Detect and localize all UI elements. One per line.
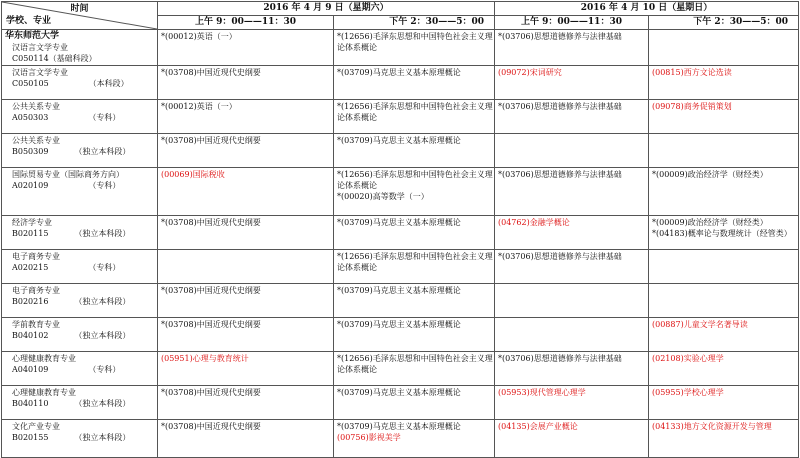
exam-subject: *(03706)思想道德修养与法律基础	[498, 32, 622, 41]
major-cell	[2, 100, 158, 134]
table-row	[2, 100, 799, 134]
exam-cell-d2am	[495, 284, 649, 318]
exam-cell-d2am	[495, 250, 649, 284]
exam-subject: 论体系概论	[337, 113, 377, 122]
major-level: （独立本科段）	[74, 433, 131, 442]
exam-cell-d1pm	[334, 168, 495, 216]
exam-cell-d2pm	[649, 168, 799, 216]
major-cell	[2, 168, 158, 216]
exam-subject: 论体系概论	[337, 365, 377, 374]
major-name: 汉语言文学专业	[12, 43, 68, 52]
exam-cell-d2am	[495, 168, 649, 216]
university-name: 华东师范大学	[5, 31, 60, 41]
exam-cell-d1pm	[334, 284, 495, 318]
exam-schedule-table	[1, 1, 799, 458]
exam-cell-d2pm	[649, 420, 799, 458]
major-code-line	[5, 398, 154, 409]
exam-subject: *(00020)高等数学（一）	[337, 192, 429, 201]
major-cell	[2, 386, 158, 420]
exam-cell-d1am	[158, 318, 334, 352]
major-code-line	[5, 262, 154, 273]
exam-subject: *(03708)中国近现代史纲要	[161, 422, 261, 431]
major-name: 经济学专业	[12, 218, 52, 227]
exam-subject: (04762)金融学概论	[498, 218, 570, 227]
exam-cell-d2pm	[649, 100, 799, 134]
exam-subject: *(00009)政治经济学（财经类）	[652, 218, 768, 227]
major-level: （专科）	[88, 181, 121, 190]
exam-cell-d1am	[158, 420, 334, 458]
major-level: （独立本科段）	[74, 229, 131, 238]
exam-cell-d2am	[495, 66, 649, 100]
major-level: （专科）	[88, 113, 121, 122]
major-cell	[2, 66, 158, 100]
major-code-line	[5, 364, 154, 375]
major-cell	[2, 352, 158, 386]
exam-cell-d2pm	[649, 216, 799, 250]
exam-subject: (04133)地方文化资源开发与管理	[652, 422, 772, 431]
table-row	[2, 168, 799, 216]
major-level: （独立本科段）	[74, 331, 131, 340]
exam-subject: *(03708)中国近现代史纲要	[161, 136, 261, 145]
exam-cell-d1pm	[334, 100, 495, 134]
major-code: B020155	[12, 433, 49, 442]
exam-subject: *(00012)英语（一）	[161, 32, 237, 41]
exam-cell-d2am	[495, 134, 649, 168]
exam-cell-d1pm	[334, 250, 495, 284]
major-name: 电子商务专业	[12, 286, 60, 295]
exam-cell-d2am	[495, 352, 649, 386]
corner-time-label: 时间	[70, 4, 89, 14]
day2-header: 2016 年 4 月 10 日（星期日）	[495, 2, 799, 16]
exam-subject: 论体系概论	[337, 43, 377, 52]
major-level: （独立本科段）	[74, 297, 131, 306]
exam-cell-d1pm	[334, 352, 495, 386]
major-name: 学前教育专业	[12, 320, 60, 329]
exam-subject: (00069)国际税收	[161, 170, 225, 179]
major-code-line	[5, 432, 154, 443]
day1-am-header: 上午 9：00——11：30	[158, 16, 334, 30]
major-level: （专科）	[88, 263, 121, 272]
table-row	[2, 284, 799, 318]
corner-school-label: 学校、专业	[6, 16, 52, 26]
major-code-line	[5, 180, 154, 191]
exam-subject: *(12656)毛泽东思想和中国特色社会主义理	[337, 102, 493, 111]
exam-subject: *(03709)马克思主义基本原理概论	[337, 218, 461, 227]
table-row	[2, 30, 799, 66]
exam-subject: *(03708)中国近现代史纲要	[161, 68, 261, 77]
exam-cell-d1pm	[334, 30, 495, 66]
exam-subject: 论体系概论	[337, 181, 377, 190]
major-name: 心理健康教育专业	[12, 388, 76, 397]
exam-subject: (09072)宋词研究	[498, 68, 562, 77]
exam-subject: *(00012)英语（一）	[161, 102, 237, 111]
major-name: 电子商务专业	[12, 252, 60, 261]
major-code-line	[5, 53, 154, 64]
major-name: 公共关系专业	[12, 136, 60, 145]
major-code-line	[5, 296, 154, 307]
day1-header: 2016 年 4 月 9 日（星期六）	[158, 2, 495, 16]
major-cell	[2, 216, 158, 250]
table-row	[2, 386, 799, 420]
exam-cell-d1am	[158, 250, 334, 284]
exam-subject: *(12656)毛泽东思想和中国特色社会主义理	[337, 170, 493, 179]
exam-subject: (05955)学校心理学	[652, 388, 724, 397]
major-cell	[2, 30, 158, 66]
exam-subject: *(12656)毛泽东思想和中国特色社会主义理	[337, 32, 493, 41]
major-level: （本科段）	[88, 79, 129, 88]
major-level: （专科）	[88, 365, 121, 374]
major-code-line	[5, 330, 154, 341]
exam-cell-d2am	[495, 100, 649, 134]
major-code-line	[5, 78, 154, 89]
exam-subject: *(03706)思想道德修养与法律基础	[498, 102, 622, 111]
exam-cell-d1pm	[334, 134, 495, 168]
exam-subject: *(03708)中国近现代史纲要	[161, 320, 261, 329]
exam-cell-d2pm	[649, 250, 799, 284]
exam-cell-d1am	[158, 386, 334, 420]
major-level: （独立本科段）	[74, 147, 131, 156]
exam-subject: (00756)影视美学	[337, 433, 401, 442]
exam-cell-d2am	[495, 30, 649, 66]
exam-subject: (00887)儿童文学名著导读	[652, 320, 748, 329]
exam-cell-d2am	[495, 386, 649, 420]
table-row	[2, 66, 799, 100]
day2-am-header: 上午 9：00——11：30	[495, 16, 649, 30]
major-code: B050309	[12, 147, 49, 156]
exam-subject: *(03706)思想道德修养与法律基础	[498, 252, 622, 261]
exam-subject: *(03709)马克思主义基本原理概论	[337, 286, 461, 295]
exam-subject: *(03709)马克思主义基本原理概论	[337, 136, 461, 145]
exam-subject: *(12656)毛泽东思想和中国特色社会主义理	[337, 354, 493, 363]
exam-cell-d1am	[158, 66, 334, 100]
exam-subject: (02108)实验心理学	[652, 354, 724, 363]
exam-cell-d2pm	[649, 318, 799, 352]
exam-cell-d2pm	[649, 134, 799, 168]
table-row	[2, 216, 799, 250]
exam-cell-d2pm	[649, 30, 799, 66]
major-name: 文化产业专业	[12, 422, 60, 431]
exam-cell-d1am	[158, 216, 334, 250]
day2-pm-header: 下午 2：30——5：00	[649, 16, 799, 30]
exam-cell-d2am	[495, 318, 649, 352]
exam-subject: *(12656)毛泽东思想和中国特色社会主义理	[337, 252, 493, 261]
major-code-line	[5, 112, 154, 123]
major-name: 汉语言文学专业	[12, 68, 68, 77]
major-code: B020115	[12, 229, 49, 238]
exam-subject: (04135)会展产业概论	[498, 422, 578, 431]
exam-subject: *(03709)马克思主义基本原理概论	[337, 388, 461, 397]
corner-header-cell	[2, 2, 158, 30]
exam-subject: *(03708)中国近现代史纲要	[161, 218, 261, 227]
exam-subject: (00815)西方文论选读	[652, 68, 732, 77]
exam-cell-d2pm	[649, 66, 799, 100]
exam-subject: *(03708)中国近现代史纲要	[161, 388, 261, 397]
table-row	[2, 250, 799, 284]
major-code: A040109	[12, 365, 49, 374]
exam-cell-d2pm	[649, 386, 799, 420]
exam-subject: *(03709)马克思主义基本原理概论	[337, 320, 461, 329]
major-level: （独立本科段）	[74, 399, 131, 408]
major-code-line	[5, 146, 154, 157]
table-row	[2, 420, 799, 458]
exam-cell-d1am	[158, 100, 334, 134]
exam-cell-d1pm	[334, 420, 495, 458]
exam-cell-d1pm	[334, 216, 495, 250]
exam-subject: *(03709)马克思主义基本原理概论	[337, 68, 461, 77]
exam-cell-d1pm	[334, 386, 495, 420]
exam-subject: *(03706)思想道德修养与法律基础	[498, 170, 622, 179]
major-code: C050114（基础科段）	[12, 54, 97, 63]
schedule-body	[2, 30, 799, 458]
exam-cell-d2pm	[649, 284, 799, 318]
exam-cell-d1am	[158, 30, 334, 66]
exam-cell-d2am	[495, 420, 649, 458]
exam-subject: (05951)心理与教育统计	[161, 354, 249, 363]
major-code: B020216	[12, 297, 49, 306]
major-code: B040110	[12, 399, 49, 408]
major-cell	[2, 420, 158, 458]
exam-subject: (05953)现代管理心理学	[498, 388, 586, 397]
exam-subject: 论体系概论	[337, 263, 377, 272]
major-code: A020109	[12, 181, 49, 190]
exam-cell-d2pm	[649, 352, 799, 386]
exam-cell-d1am	[158, 284, 334, 318]
major-cell	[2, 318, 158, 352]
major-code: A020215	[12, 263, 49, 272]
exam-subject: *(03709)马克思主义基本原理概论	[337, 422, 461, 431]
exam-subject: *(00009)政治经济学（财经类）	[652, 170, 768, 179]
major-name: 心理健康教育专业	[12, 354, 76, 363]
major-cell	[2, 284, 158, 318]
table-row	[2, 318, 799, 352]
major-code: C050105	[12, 79, 49, 88]
table-row	[2, 134, 799, 168]
major-code: B040102	[12, 331, 49, 340]
exam-cell-d1pm	[334, 318, 495, 352]
day1-pm-header: 下午 2：30——5：00	[334, 16, 495, 30]
major-code-line	[5, 228, 154, 239]
major-code: A050303	[12, 113, 49, 122]
table-row	[2, 352, 799, 386]
exam-subject: (09078)商务促销策划	[652, 102, 732, 111]
exam-subject: *(04183)概率论与数理统计（经管类）	[652, 229, 792, 238]
exam-cell-d1am	[158, 168, 334, 216]
exam-subject: *(03706)思想道德修养与法律基础	[498, 354, 622, 363]
major-cell	[2, 134, 158, 168]
exam-cell-d2am	[495, 216, 649, 250]
major-cell	[2, 250, 158, 284]
exam-cell-d1pm	[334, 66, 495, 100]
major-name: 公共关系专业	[12, 102, 60, 111]
exam-cell-d1am	[158, 352, 334, 386]
exam-subject: *(03708)中国近现代史纲要	[161, 286, 261, 295]
exam-cell-d1am	[158, 134, 334, 168]
major-name: 国际贸易专业（国际商务方向）	[12, 170, 124, 179]
